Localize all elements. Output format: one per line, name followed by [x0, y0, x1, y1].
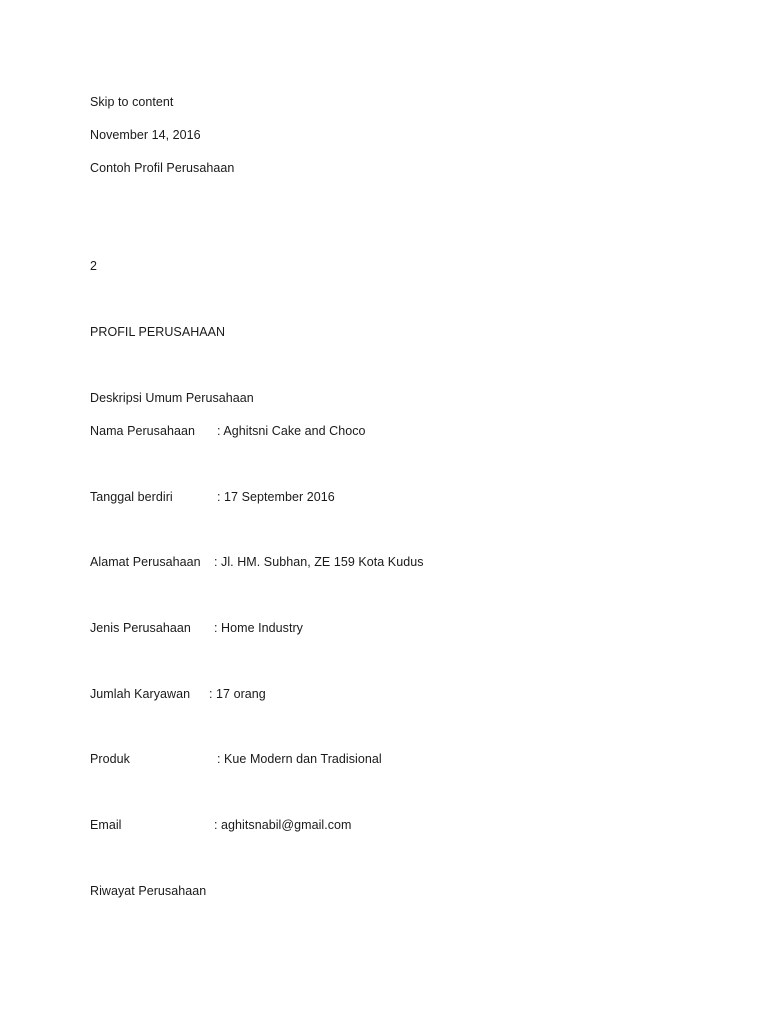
- field-row-employee-count: [90, 686, 266, 702]
- field-label: Jenis Perusahaan: [90, 621, 191, 635]
- field-row-company-type: [90, 620, 303, 636]
- field-row-email: [90, 817, 352, 833]
- section-heading-history: Riwayat Perusahaan: [90, 884, 207, 898]
- field-row-founded-date: [90, 489, 335, 505]
- field-row-product: [90, 751, 382, 767]
- field-label: Email: [90, 818, 122, 832]
- field-row-company-name: [90, 423, 366, 439]
- page-number: 2: [90, 259, 98, 273]
- post-title: Contoh Profil Perusahaan: [90, 161, 235, 175]
- field-value: : 17 September 2016: [217, 490, 335, 504]
- field-value: : Jl. HM. Subhan, ZE 159 Kota Kudus: [214, 555, 424, 569]
- post-date: November 14, 2016: [90, 128, 201, 142]
- field-label: Tanggal berdiri: [90, 490, 173, 504]
- field-label: Produk: [90, 752, 130, 766]
- field-value: : Kue Modern dan Tradisional: [217, 752, 382, 766]
- section-heading-general: Deskripsi Umum Perusahaan: [90, 391, 254, 405]
- document-heading: PROFIL PERUSAHAAN: [90, 325, 226, 339]
- field-value: : 17 orang: [209, 687, 266, 701]
- field-row-company-address: [90, 554, 424, 570]
- skip-to-content-link[interactable]: Skip to content: [90, 95, 174, 109]
- field-label: Jumlah Karyawan: [90, 687, 191, 701]
- field-label: Alamat Perusahaan: [90, 555, 201, 569]
- field-value: : Aghitsni Cake and Choco: [217, 424, 366, 438]
- field-value: : Home Industry: [214, 621, 303, 635]
- field-value: : aghitsnabil@gmail.com: [214, 818, 352, 832]
- field-label: Nama Perusahaan: [90, 424, 195, 438]
